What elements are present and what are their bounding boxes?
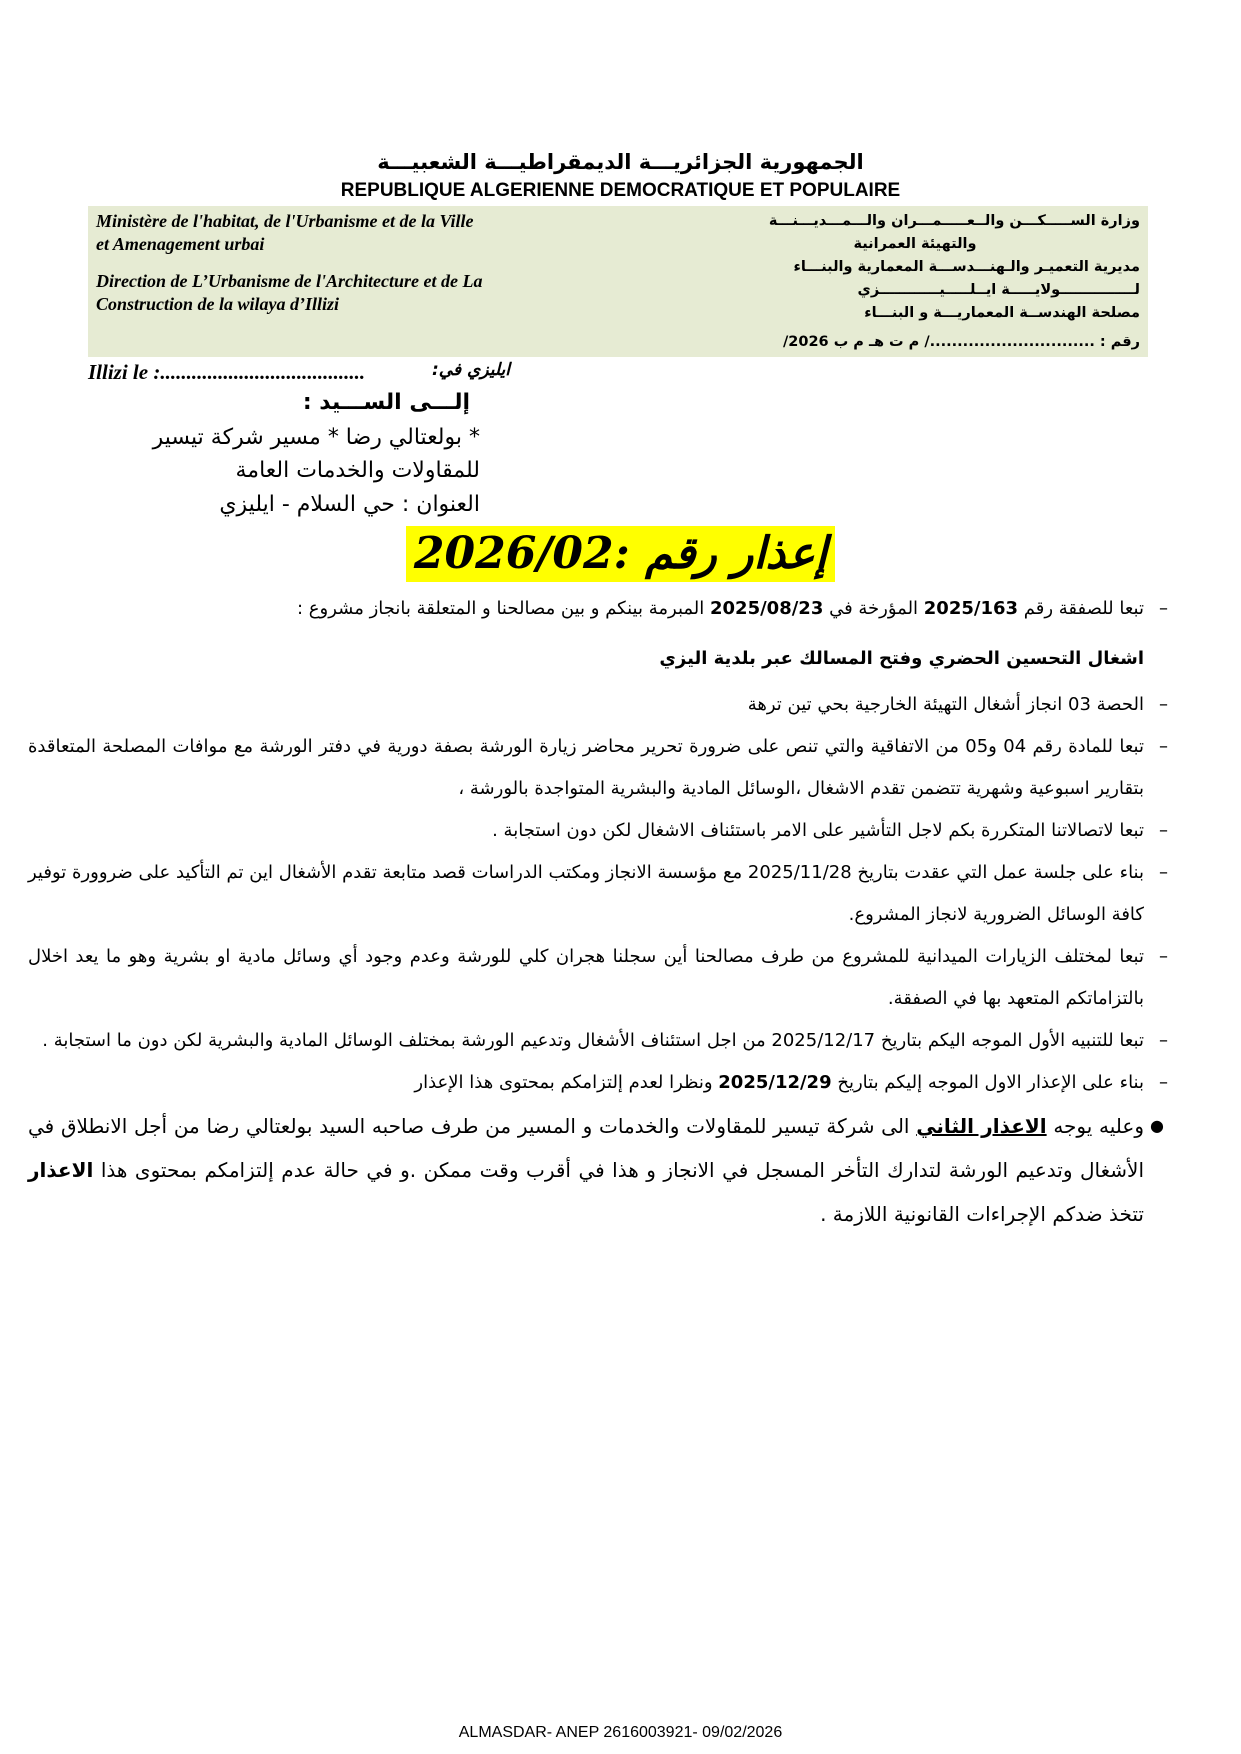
recipient-name: * بولعتالي رضا * مسير شركة تيسير xyxy=(152,425,480,450)
bullet-dash: – xyxy=(1159,598,1168,619)
p2-text: الحصة 03 انجاز أشغال التهيئة الخارجية بحي تين ترهة xyxy=(747,694,1144,715)
direction-ar-line2: لـــــــــــــــولايـــــة ايــلـــــيــــــــــــزي xyxy=(857,282,1140,298)
ministry-fr-line2: et Amenagement urbai xyxy=(96,234,265,254)
project-title: اشغال التحسين الحضري وفتح المسالك عبر بلدية اليزي xyxy=(659,648,1144,669)
arabic-republic-title: الجمهورية الجزائريـــة الديمقراطيـــة الشعبيـــة xyxy=(377,150,864,174)
paragraph-conclusion xyxy=(28,1104,1168,1236)
p4-text: تبعا لاتصالاتنا المتكررة بكم لاجل التأشير على الامر باستئناف الاشغال لكن دون استجابة . xyxy=(492,820,1144,841)
p6-text: تبعا لمختلف الزيارات الميدانية للمشروع من طرف مصالحنا أين سجلنا هجران كلي للورشة وعدم وجود أي وسائل مادية او بشرية وهو ما يعد اخلال بالتزاماتكم المتعهد بها في الصفقة. xyxy=(28,946,1144,1009)
bullet-dash: – xyxy=(1159,820,1168,841)
p1-contract-number: 2025/163 xyxy=(923,598,1019,619)
direction-fr-line2: Construction de la wilaya d’Illizi xyxy=(96,294,340,314)
p1-text-c: المبرمة بينكم و بين مصالحنا و المتعلقة بانجاز مشروع : xyxy=(297,598,710,619)
paragraph-site-visits xyxy=(28,936,1168,1020)
p8-date: 2025/12/29 xyxy=(718,1072,832,1093)
footer-reference: ALMASDAR- ANEP 2616003921- 09/02/2026 xyxy=(458,1724,783,1741)
p8-text-b: ونظرا لعدم إلتزامكم بمحتوى هذا الإعذار xyxy=(414,1072,719,1093)
bullet-dot-icon: ● xyxy=(1150,1116,1164,1135)
document-body xyxy=(28,588,1168,1236)
p8-text-a: بناء على الإعذار الاول الموجه إليكم بتاريخ xyxy=(831,1072,1144,1093)
p9-text-b: الى شركة تيسير للمقاولات والخدمات و المسير من طرف صاحبه السيد بولعتالي رضا من أجل الانطلاق في الأشغال وتدعيم الورشة لتدارك التأخر المسجل في الانجاز و هذا في أقرب وقت ممكن .و في حالة عدم إلتزامكم بمحتوى هذا xyxy=(28,1114,1144,1182)
recipient-address: العنوان : حي السلام - ايليزي xyxy=(219,492,480,517)
title-wrap xyxy=(0,526,1241,582)
bullet-dash: – xyxy=(1159,946,1168,967)
p9-second-notice: الاعذار الثاني xyxy=(916,1114,1047,1138)
service-ar-line: مصلحة الهندســة المعماريـــة و البنـــاء xyxy=(864,305,1140,321)
reference-number: رقم : ............................../ م ت هـ م ب 2026/ xyxy=(782,334,1140,350)
french-republic-title: REPUBLIQUE ALGERIENNE DEMOCRATIQUE ET POPULAIRE xyxy=(340,180,901,201)
recipient-to: إلـــى الســـيد : xyxy=(302,390,470,415)
date-line-french: Illizi le :....................................... xyxy=(88,360,366,384)
date-line-arabic: ايليزي في: xyxy=(432,360,510,380)
p1-text-a: تبعا للصفقة رقم xyxy=(1018,598,1144,619)
header-box xyxy=(88,206,1148,357)
direction-ar-line1: مديرية التعميـر والـهنـــدســـة المعمارية والبنـــاء xyxy=(793,259,1140,275)
header-box-french xyxy=(96,210,596,316)
p7-text: تبعا للتنبيه الأول الموجه اليكم بتاريخ 2025/12/17 من اجل استئناف الأشغال وتدعيم الورشة بمختلف الوسائل المادية والبشرية لكن دون ما استجابة . xyxy=(42,1030,1144,1051)
bullet-dash: – xyxy=(1159,1030,1168,1051)
bullet-dash: – xyxy=(1159,1072,1168,1093)
recipient-company: للمقاولات والخدمات العامة xyxy=(235,458,480,483)
p9-text-a: وعليه يوجه xyxy=(1046,1114,1144,1138)
direction-fr-line1: Direction de L’Urbanisme de l'Architecture et de La xyxy=(96,271,483,291)
bullet-dash: – xyxy=(1159,736,1168,757)
ministry-fr-line1: Ministère de l'habitat, de l'Urbanisme et de la Ville xyxy=(96,211,474,231)
ministry-ar-line2: والتهيئة العمرانية xyxy=(853,236,977,252)
bullet-dash: – xyxy=(1159,862,1168,883)
paragraph-meeting xyxy=(28,852,1168,936)
p1-text-b: المؤرخة في xyxy=(823,598,924,619)
notice-title: إعذار رقم :2026/02 xyxy=(406,526,835,582)
paragraph-first-warning xyxy=(28,1020,1168,1062)
p9-text-c: تتخذ ضدكم الإجراءات القانونية اللازمة . xyxy=(820,1202,1144,1226)
paragraph-contacts xyxy=(28,810,1168,852)
ministry-ar-line1: وزارة الســـــكـــن والــعـــــمـــران والـــمـــديـــنـــة xyxy=(768,213,1140,229)
p3-text: تبعا للمادة رقم 04 و05 من الاتفاقية والتي تنص على ضرورة تحرير محاضر زيارة الورشة بصفة دورية في دفتر الورشة مع موافات المصلحة المتعاقدة بتقارير اسبوعية وشهرية تتضمن تقدم الاشغال ،الوسائل المادية والبشرية المتواجدة بالورشة ، xyxy=(28,736,1144,799)
paragraph-first-notice xyxy=(28,1062,1168,1104)
p5-text: بناء على جلسة عمل التي عقدت بتاريخ 2025/11/28 مع مؤسسة الانجاز ومكتب الدراسات قصد متابعة تقدم الأشغال اين تم التأكيد على ضروورة توفير كافة الوسائل الضرورية لانجاز المشروع. xyxy=(28,862,1144,925)
bullet-dash: – xyxy=(1159,694,1168,715)
p1-contract-date: 2025/08/23 xyxy=(710,598,824,619)
paragraph-article xyxy=(28,726,1168,810)
paragraph-contract xyxy=(28,588,1168,630)
header-box-arabic xyxy=(690,210,1140,354)
p9-notice-word: الاعذار xyxy=(28,1158,94,1182)
paragraph-lot xyxy=(28,684,1168,726)
